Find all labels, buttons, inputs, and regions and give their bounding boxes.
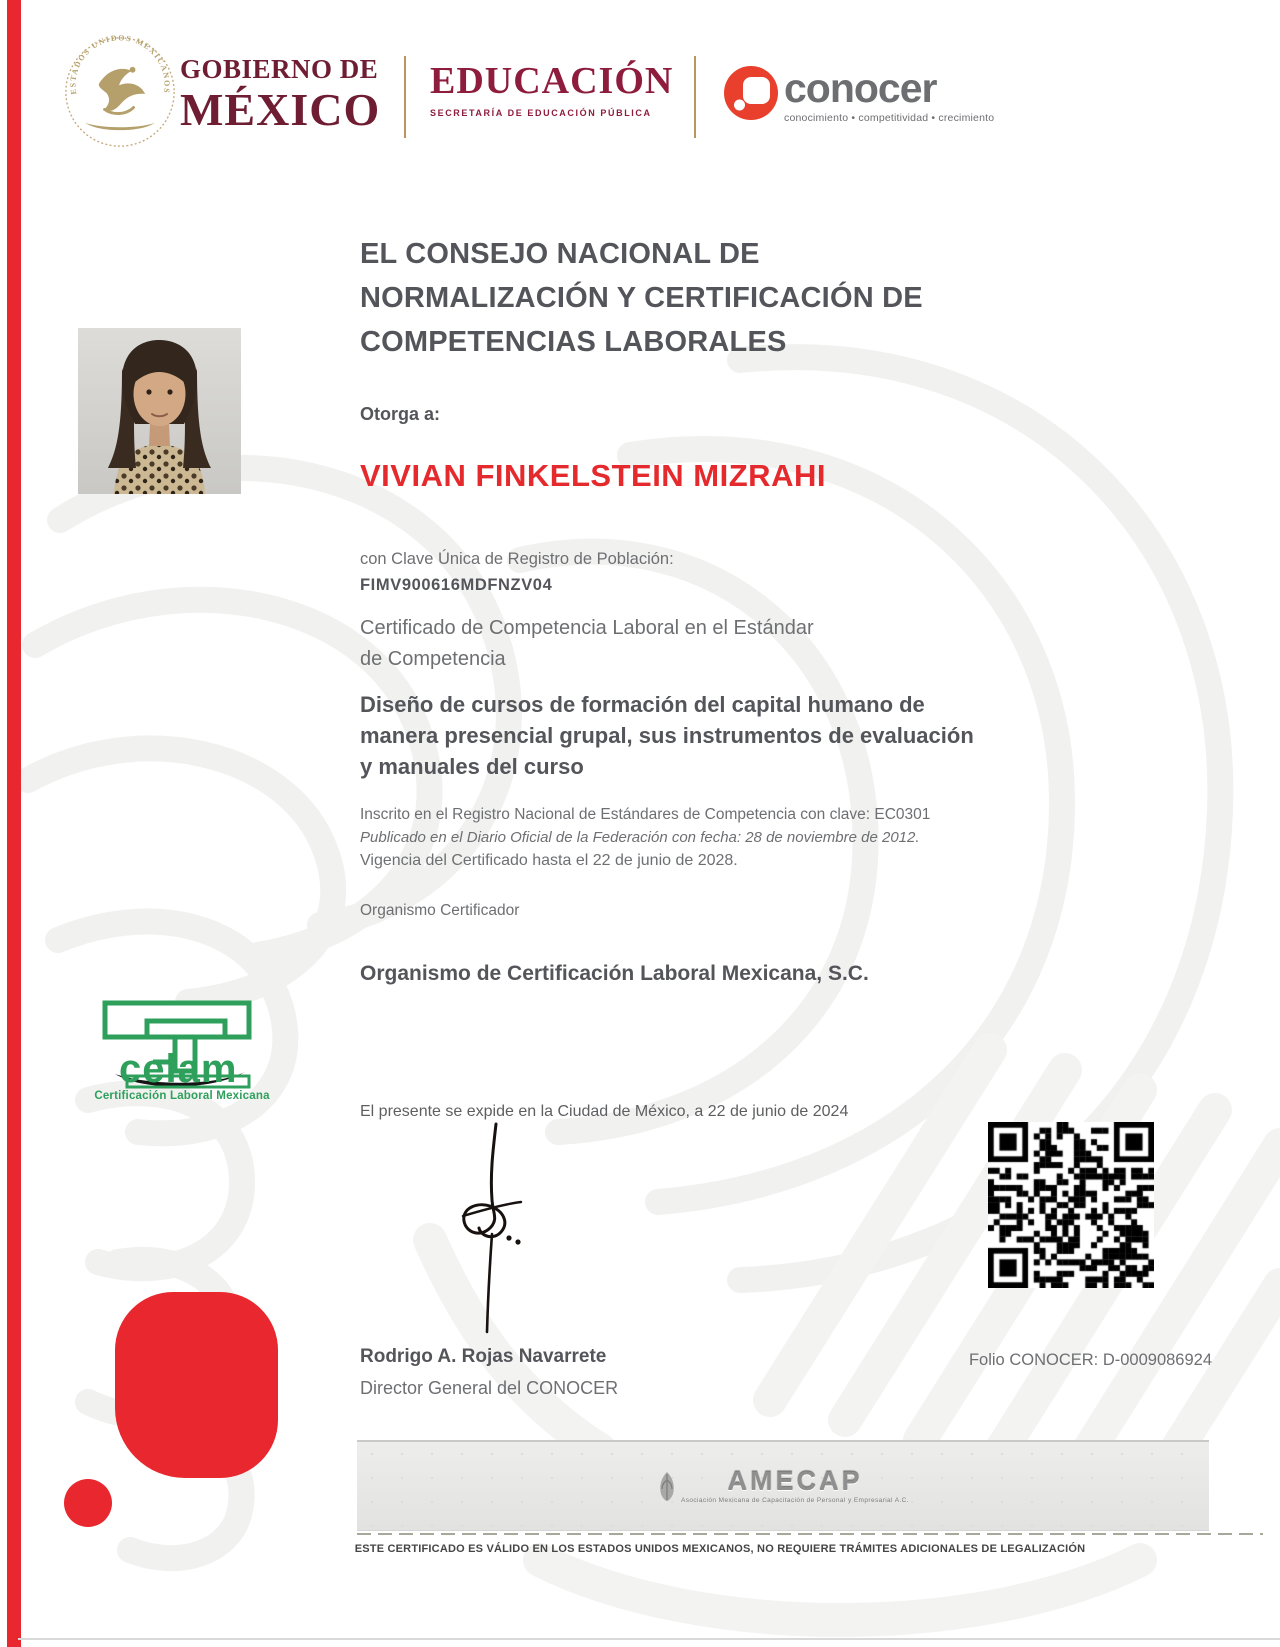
registry-line: Inscrito en el Registro Nacional de Estándares de Competencia con clave: EC0301 (360, 806, 931, 823)
educacion-logo (430, 62, 673, 118)
council-title-line: NORMALIZACIÓN Y CERTIFICACIÓN DE (360, 282, 923, 314)
certificate-intro (360, 613, 814, 675)
conocer-mark-icon (724, 66, 778, 120)
celam-caption: Certificación Laboral Mexicana (94, 1090, 270, 1102)
curp-value: FIMV900616MDFNZV04 (360, 576, 553, 594)
certifier-name: Organismo de Certificación Laboral Mexicana, S.C. (360, 962, 869, 985)
header-divider (404, 56, 406, 138)
certificate-intro-line: Certificado de Competencia Laboral en el Estándar (360, 617, 814, 639)
standard-title (360, 689, 974, 782)
standard-title-line: Diseño de cursos de formación del capital humano de (360, 692, 925, 717)
qr-code (988, 1122, 1154, 1288)
celam-logo (85, 998, 281, 1090)
mexico-eagle-seal-icon (62, 34, 178, 150)
recipient-name: VIVIAN FINKELSTEIN MIZRAHI (360, 458, 826, 493)
council-title (360, 232, 1080, 364)
validity-line: Vigencia del Certificado hasta el 22 de junio de 2028. (360, 852, 738, 869)
gobierno-line1: GOBIERNO DE (180, 54, 379, 84)
educacion-subtitle: SECRETARÍA DE EDUCACIÓN PÚBLICA (430, 108, 652, 118)
published-line: Publicado en el Diario Oficial de la Federación con fecha: 28 de noviembre de 2012. (360, 829, 920, 846)
recipient-photo (78, 328, 241, 494)
grants-label: Otorga a: (360, 404, 441, 424)
celam-wordmark: celam (119, 1047, 238, 1090)
certifier-label: Organismo Certificador (360, 902, 520, 919)
amecap-leaf-icon (657, 1470, 677, 1502)
header-divider (694, 56, 696, 138)
conocer-wordmark: conocer (784, 65, 937, 111)
microprint-line (357, 1533, 1263, 1535)
conocer-decorative-dot (64, 1479, 112, 1527)
left-accent-bar (7, 0, 21, 1647)
council-title-line: COMPETENCIAS LABORALES (360, 326, 787, 358)
gobierno-de-mexico-wordmark (180, 56, 380, 133)
amecap-logo (657, 1468, 909, 1504)
folio-number: Folio CONOCER: D-0009086924 (968, 1351, 1212, 1369)
bottom-rule (18, 1638, 1280, 1640)
curp-label: con Clave Única de Registro de Población: (360, 550, 674, 568)
council-title-line: EL CONSEJO NACIONAL DE (360, 238, 760, 270)
amecap-bar (357, 1440, 1209, 1531)
seal-ring-text: ESTADOS UNIDOS MEXICANOS (68, 34, 172, 96)
conocer-logo (724, 66, 994, 124)
conocer-tagline: conocimiento • competitividad • crecimiento (784, 112, 995, 124)
gobierno-line2: MÉXICO (180, 84, 381, 135)
signature (443, 1120, 543, 1338)
issue-line: El presente se expide en la Ciudad de México, a 22 de junio de 2024 (360, 1103, 849, 1120)
footer-disclaimer: ESTE CERTIFICADO ES VÁLIDO EN LOS ESTADOS UNIDOS MEXICANOS, NO REQUIERE TRÁMITES ADICIONALES DE LEGALIZACIÓN (354, 1543, 1086, 1555)
standard-title-line: y manuales del curso (360, 754, 584, 779)
signatory-name: Rodrigo A. Rojas Navarrete (360, 1346, 607, 1367)
certificate-intro-line: de Competencia (360, 648, 506, 670)
educacion-title: EDUCACIÓN (430, 60, 674, 102)
amecap-wordmark: AMECAP (727, 1466, 863, 1496)
signatory-title: Director General del CONOCER (360, 1378, 619, 1398)
conocer-decorative-square (115, 1292, 278, 1478)
amecap-tagline: Asociación Mexicana de Capacitación de Personal y Empresarial A.C. (680, 1497, 909, 1504)
standard-title-line: manera presencial grupal, sus instrumentos de evaluación (360, 723, 974, 748)
